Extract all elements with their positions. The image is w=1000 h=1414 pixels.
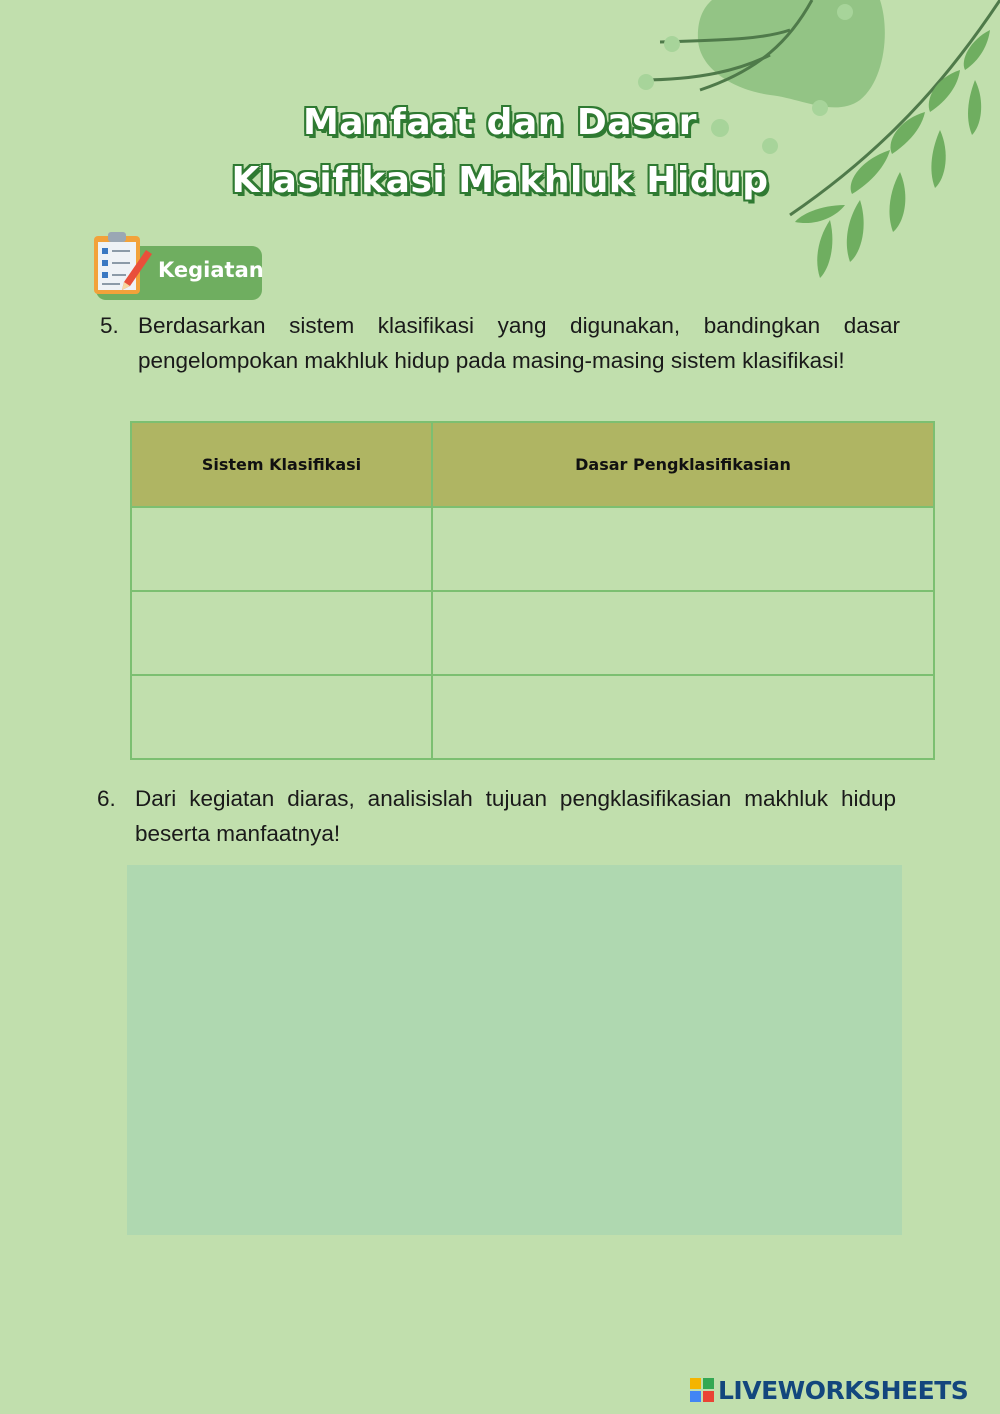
footer-brand-text: LIVEWORKSHEETS [718,1375,969,1405]
question-text: Berdasarkan sistem klasifikasi yang digunakan, bandingkan dasar pengelompokan makhluk hidup pada masing-masing sistem klasifikasi! [138,313,900,373]
column-header-dasar-pengklasifikasian: Dasar Pengklasifikasian [432,422,934,507]
question-number: 5. [100,313,119,338]
answer-cell-dasar[interactable] [432,675,934,759]
table-row [131,591,934,675]
column-header-sistem-klasifikasi: Sistem Klasifikasi [131,422,432,507]
answer-cell-sistem[interactable] [131,675,432,759]
answer-cell-sistem[interactable] [131,591,432,675]
liveworksheets-logo-icon [690,1378,714,1402]
footer-brand[interactable] [690,1373,968,1407]
answer-cell-sistem[interactable] [131,507,432,591]
table-header-row [131,422,934,507]
question-number: 6. [97,786,116,811]
table-row [131,507,934,591]
question-text: Dari kegiatan diaras, analisislah tujuan pengklasifikasian makhluk hidup beserta manfaatnya! [135,786,896,846]
table-row [131,675,934,759]
answer-cell-dasar[interactable] [432,507,934,591]
answer-cell-dasar[interactable] [432,591,934,675]
answer-textbox[interactable] [127,865,902,1235]
classification-table [130,421,935,760]
page-title-line-2: Klasifikasi Makhluk Hidup [231,160,769,201]
page-title-line-1: Manfaat dan Dasar [302,102,698,143]
section-badge-label: Kegiatan [158,258,264,282]
checklist-pencil-icon [90,232,154,300]
section-badge [96,246,262,300]
